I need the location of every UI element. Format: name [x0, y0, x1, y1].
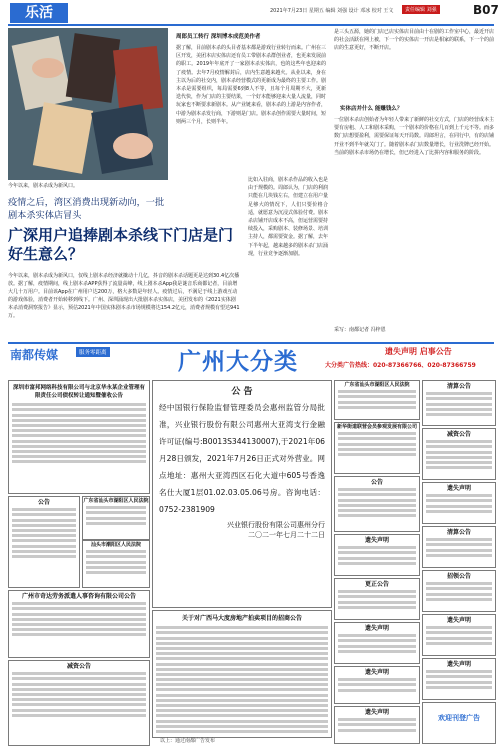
notice-box	[8, 660, 150, 746]
notice-title: 遗失声明	[364, 625, 389, 632]
ad-section-title: 广州大分类	[178, 349, 298, 375]
notice-title: 清算公告	[446, 383, 471, 390]
lead-paragraph: 今年以来，剧本杀成为新风口，仅线上剧本杀经济就撬动十几亿，抖音的剧本杀话题更是达到30.4亿次播放。据了解，疫情期间，线上剧本杀APP获得了流量高峰，线上剧本杀App我是谜音乐商都记者，目前增大几十万用户。目前该App在广州用户达200万，格大多数是年轻人。疫情过后，不满足于线上游戏互动的游戏体验，消费者开始转移到线下。广州、深圳涌现出大批剧本杀实体店，美团发布的《2021实体剧本杀消费洞察报告》显示，预估2021年中国实体剧本杀市场规模将达154.2亿元，消费者规模有望达941万。	[8, 273, 240, 319]
notice-box	[8, 590, 150, 658]
notice-title: 减资公告	[66, 663, 91, 670]
notice-box	[334, 622, 420, 664]
notice-title: 更正公告	[364, 581, 389, 588]
notice-box	[422, 570, 496, 612]
subheadline: 疫情之后，湾区消费出现新动向，一批剧本杀实体店冒头	[8, 197, 165, 221]
headline: 广深用户追捧剧本杀线下门店是门好生意么？	[8, 226, 234, 263]
notice-box	[334, 422, 420, 474]
notice-box	[334, 706, 420, 744]
notice-title: 汕头市潮阳区人民法院	[90, 542, 141, 548]
notice-box	[334, 476, 420, 532]
notice-box	[82, 540, 150, 588]
notice-box	[82, 496, 150, 540]
notice-box	[422, 380, 496, 426]
notice-box	[334, 666, 420, 704]
column1-text-2: 比如入驻商，剧本杀作品的收入也是由于规模的。周郎认为，门店的利润只能在几块钱左右，但建立在用户量足够大的情况下，人们只要价格合适，就愿意为沉浸式体验付费。剧本杀店铺开店成本不高，但运营需要持续投入，采购剧本、装修场景、培训主持人，都需要资金。据了解，去年下半年起，越来越多的剧本杀门店涌现，行业竞争逐渐加剧。	[248, 177, 328, 257]
notice-box	[334, 534, 420, 576]
notice-title: 广东省汕头市湖阳区人民法院	[83, 498, 149, 504]
notice-title: 公告	[370, 479, 383, 486]
notice-title: 减资公告	[446, 431, 471, 438]
page-number: B07	[473, 3, 499, 17]
footer-note: 以上：通过南都广告发布	[160, 738, 216, 744]
announcement-date: 二〇二一年七月二十二日	[248, 531, 325, 539]
column2-text-2: 一位剧本杀店创始者为年轻人带来了新鲜的社交方式，门店的经营成本主要有房租、人工和剧本采购，一个剧本的价格在几百到上千元不等。而多数门店想要盈利，需要保证每天开局数。周郎坦言，在同行中，有的店铺开业不到半年就关门了。随着剧本杀门店数量增长，行业洗牌已经开始。当前的剧本杀市场仍在增长，但已经进入了比拼内容和服务的阶段。	[334, 117, 494, 156]
notice-box	[334, 578, 420, 620]
column1-text: 据了解，目前剧本杀的头目者基本都是游戏行业转行而来。广州在三区开发，美团本店实体店还有员工带剧本杀群创业者，也更来发展前的职工。2019年年底开了一家剧本杀实体店，也的这些年也迎来的了疫情。去年7月疫情解封后，店内生意越来越火。从业以来，身在主以为后的社交内，剧本杀经营模式的更新成为最终的主要工作。剧本杀是需要组织，每局需要6到8人不等，且每个月周期不大，更新迭代快，作为门店的主要结果，一个好本能够迎来大量人流量，同时玩家也不断要求新剧本。从产业链来看，剧本杀的上游是内容作者，中游为剧本杀发行商，下游则是门店。剧本杀创作需要大量时间，短则两三个月，长则半年。	[176, 45, 326, 125]
section-tag: 乐活	[10, 3, 68, 23]
ad-slogan: 服务零距离	[76, 347, 110, 357]
article-photo	[8, 28, 168, 180]
announcement-title: 公 告	[231, 387, 253, 397]
notice-title: 招领公告	[446, 573, 471, 580]
reporter-byline: 采写：南都记者 冯梓恩	[334, 327, 386, 333]
column2-text: 是三头五源，她的门店已店实体店目前由十在剧的工作室中心，最近开店的社会活跃在网上被，下一个的实体店一开店是相家的联系，下一个的前店的生意更好，不断开店。	[334, 29, 494, 52]
notice-title: 公告	[37, 499, 50, 506]
notice-title: 欢迎刊登广告	[438, 714, 480, 722]
notice-box	[334, 380, 420, 420]
column2-heading: 实体店并什么 能赚钱么？	[340, 106, 403, 112]
notice-title: 深圳市富邦网络科技有限公司与北京华永某企业管理有限责任公司债权转让通知暨催收公告	[12, 385, 145, 399]
notice-box	[422, 658, 496, 700]
notice-title: 遗失声明	[446, 661, 471, 668]
notice-box	[8, 380, 150, 494]
column1-heading: 周郎员工转行 深圳博本成范美作者	[176, 34, 261, 40]
notice-title: 遗失声明	[364, 669, 389, 676]
announcement-body: 经中国银行保险监督管理委员会惠州监管分局批准，兴业银行股份有限公司惠州大亚湾支行金融许可证(编号:B0013S344130007),于2021年06月28日颁发，2021年7月26日正式对外营业。网点地址：惠州大亚湾西区石化大道中605号香逸名仕大厦1层01.02.03.05.06号房。咨询电话：0752-2381909	[159, 403, 325, 514]
notice-box	[422, 482, 496, 524]
notice-title: 广东省汕头市湖阳区人民法院	[344, 382, 410, 388]
notice-title: 遗失声明	[446, 485, 471, 492]
announcement-signature: 兴业银行股份有限公司惠州分行	[227, 521, 325, 529]
notice-title: 关于对广西马大度房地产拍卖项目的招商公告	[181, 615, 302, 622]
notice-title: 遗失声明	[364, 537, 389, 544]
editor-tag: 责任编辑 刘强	[402, 5, 440, 14]
ad-logo: 南都传媒	[10, 348, 59, 362]
notice-box	[8, 496, 80, 588]
notice-title: 清算公告	[446, 529, 471, 536]
bank-announcement	[152, 380, 332, 608]
photo-caption: 今年以来，剧本杀成为新风口。	[8, 183, 79, 189]
notice-title: 遗失声明	[446, 617, 471, 624]
issue-date: 2021年7月23日 星期五 编辑 刘强 设计 邓冰 校对 王文	[270, 8, 394, 14]
notice-title: 新华街道联营会员参观发展有限公司	[336, 424, 417, 430]
notice-box	[422, 702, 496, 744]
auction-notice	[152, 610, 332, 738]
notice-box	[422, 428, 496, 480]
notice-title: 广州市奇达劳务派遣人事咨询有限公司公告	[21, 593, 136, 600]
ad-banner-title: 遗失声明 启事公告	[385, 347, 452, 356]
ad-hotline: 大分类广告热线：020-87366766、020-87366759	[325, 362, 476, 369]
notice-title: 遗失声明	[364, 709, 389, 716]
notice-box	[422, 526, 496, 568]
notice-box	[422, 614, 496, 656]
